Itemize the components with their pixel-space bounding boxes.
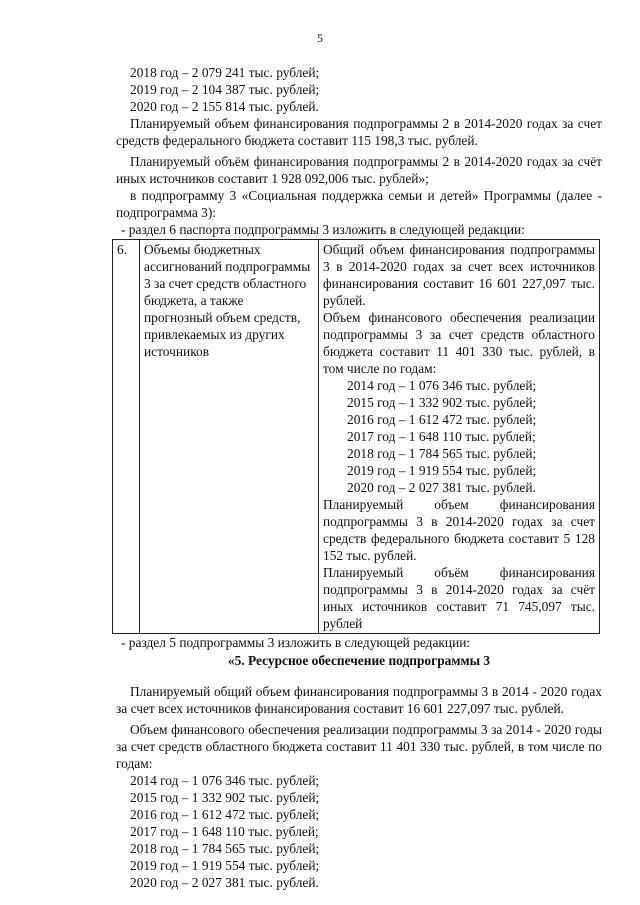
year-line: 2017 год – 1 648 110 тыс. рублей; bbox=[347, 429, 536, 444]
year-line: 2014 год – 1 076 346 тыс. рублей; bbox=[347, 378, 537, 393]
year-line: 2020 год – 2 027 381 тыс. рублей. bbox=[130, 875, 319, 890]
top-year-list bbox=[116, 64, 602, 115]
paragraph-total-subprogram-3: Планируемый общий объем финансирования подпрограммы 3 в 2014 - 2020 годах за счет всех источников финансирования составит 16 601 227,097 тыс. рублей. bbox=[116, 684, 602, 716]
spacer bbox=[116, 669, 602, 683]
bottom-year-list bbox=[116, 772, 602, 891]
passport-table bbox=[112, 239, 600, 634]
year-line: 2015 год – 1 332 902 тыс. рублей; bbox=[130, 790, 320, 805]
paragraph-other-subprogram-2: Планируемый объём финансирования подпрограммы 2 в 2014-2020 годах за счёт иных источников составит 1 928 092,006 тыс. рублей»; bbox=[116, 154, 602, 186]
year-line: 2016 год – 1 612 472 тыс. рублей; bbox=[130, 807, 320, 822]
document-body bbox=[116, 64, 602, 891]
federal-funding-text: Планируемый объем финансирования подпрограммы 3 в 2014-2020 годах за счет средств федерального бюджета составит 5 128 152 тыс. рублей. bbox=[323, 497, 595, 563]
regional-funding-text: Объем финансового обеспечения реализации подпрограммы 3 за счет средств областного бюджета составит 11 401 330 тыс. рублей, в том числе по годам: bbox=[323, 310, 595, 376]
paragraph-federal-subprogram-2: Планируемый объем финансирования подпрограммы 2 в 2014-2020 годах за счет средств федерального бюджета составит 115 198,3 тыс. рублей. bbox=[116, 116, 602, 148]
section-heading: «5. Ресурсное обеспечение подпрограммы 3 bbox=[227, 653, 491, 668]
year-line: 2019 год – 2 104 387 тыс. рублей; bbox=[130, 82, 320, 97]
paragraph-regional-subprogram-3: Объем финансового обеспечения реализации подпрограммы 3 за 2014 - 2020 годы за счет средств областного бюджета составит 11 401 330 тыс. рублей, в том числе по годам: bbox=[116, 722, 602, 771]
year-line: 2018 год – 1 784 565 тыс. рублей; bbox=[347, 446, 537, 461]
year-line: 2014 год – 1 076 346 тыс. рублей; bbox=[130, 773, 320, 788]
year-line: 2016 год – 1 612 472 тыс. рублей; bbox=[347, 412, 537, 427]
paragraph-subprogram-3-intro: в подпрограмму 3 «Социальная поддержка семьи и детей» Программы (далее - подпрограмма 3): bbox=[116, 188, 602, 220]
total-funding-text: Общий объем финансирования подпрограммы 3 в 2014-2020 годах за счет всех источников финансирования составит 16 601 227,097 тыс. рублей. bbox=[323, 242, 595, 308]
row-label: Объемы бюджетных ассигнований подпрограммы 3 за счет средств областного бюджета, а также прогнозный объем средств, привлекаемых из других источников bbox=[140, 240, 319, 634]
row-content bbox=[319, 240, 600, 634]
year-line: 2020 год – 2 155 814 тыс. рублей. bbox=[130, 99, 319, 114]
year-line: 2015 год – 1 332 902 тыс. рублей; bbox=[347, 395, 537, 410]
year-line: 2019 год – 1 919 554 тыс. рублей; bbox=[130, 858, 320, 873]
instruction-section-5: - раздел 5 подпрограммы 3 изложить в следующей редакции: bbox=[121, 635, 471, 650]
year-line: 2019 год – 1 919 554 тыс. рублей; bbox=[347, 463, 537, 478]
year-line: 2018 год – 2 079 241 тыс. рублей; bbox=[130, 65, 320, 80]
table-row bbox=[113, 240, 600, 634]
page-number: 5 bbox=[317, 31, 323, 45]
year-line: 2017 год – 1 648 110 тыс. рублей; bbox=[130, 824, 319, 839]
instruction-section-6: - раздел 6 паспорта подпрограммы 3 изложить в следующей редакции: bbox=[121, 222, 525, 237]
other-funding-text: Планируемый объём финансирования подпрограммы 3 в 2014-2020 годах за счёт иных источников составит 71 745,097 тыс. рублей bbox=[323, 565, 595, 631]
year-line: 2018 год – 1 784 565 тыс. рублей; bbox=[130, 841, 320, 856]
year-line: 2020 год – 2 027 381 тыс. рублей. bbox=[347, 480, 536, 495]
row-number: 6. bbox=[113, 240, 140, 634]
